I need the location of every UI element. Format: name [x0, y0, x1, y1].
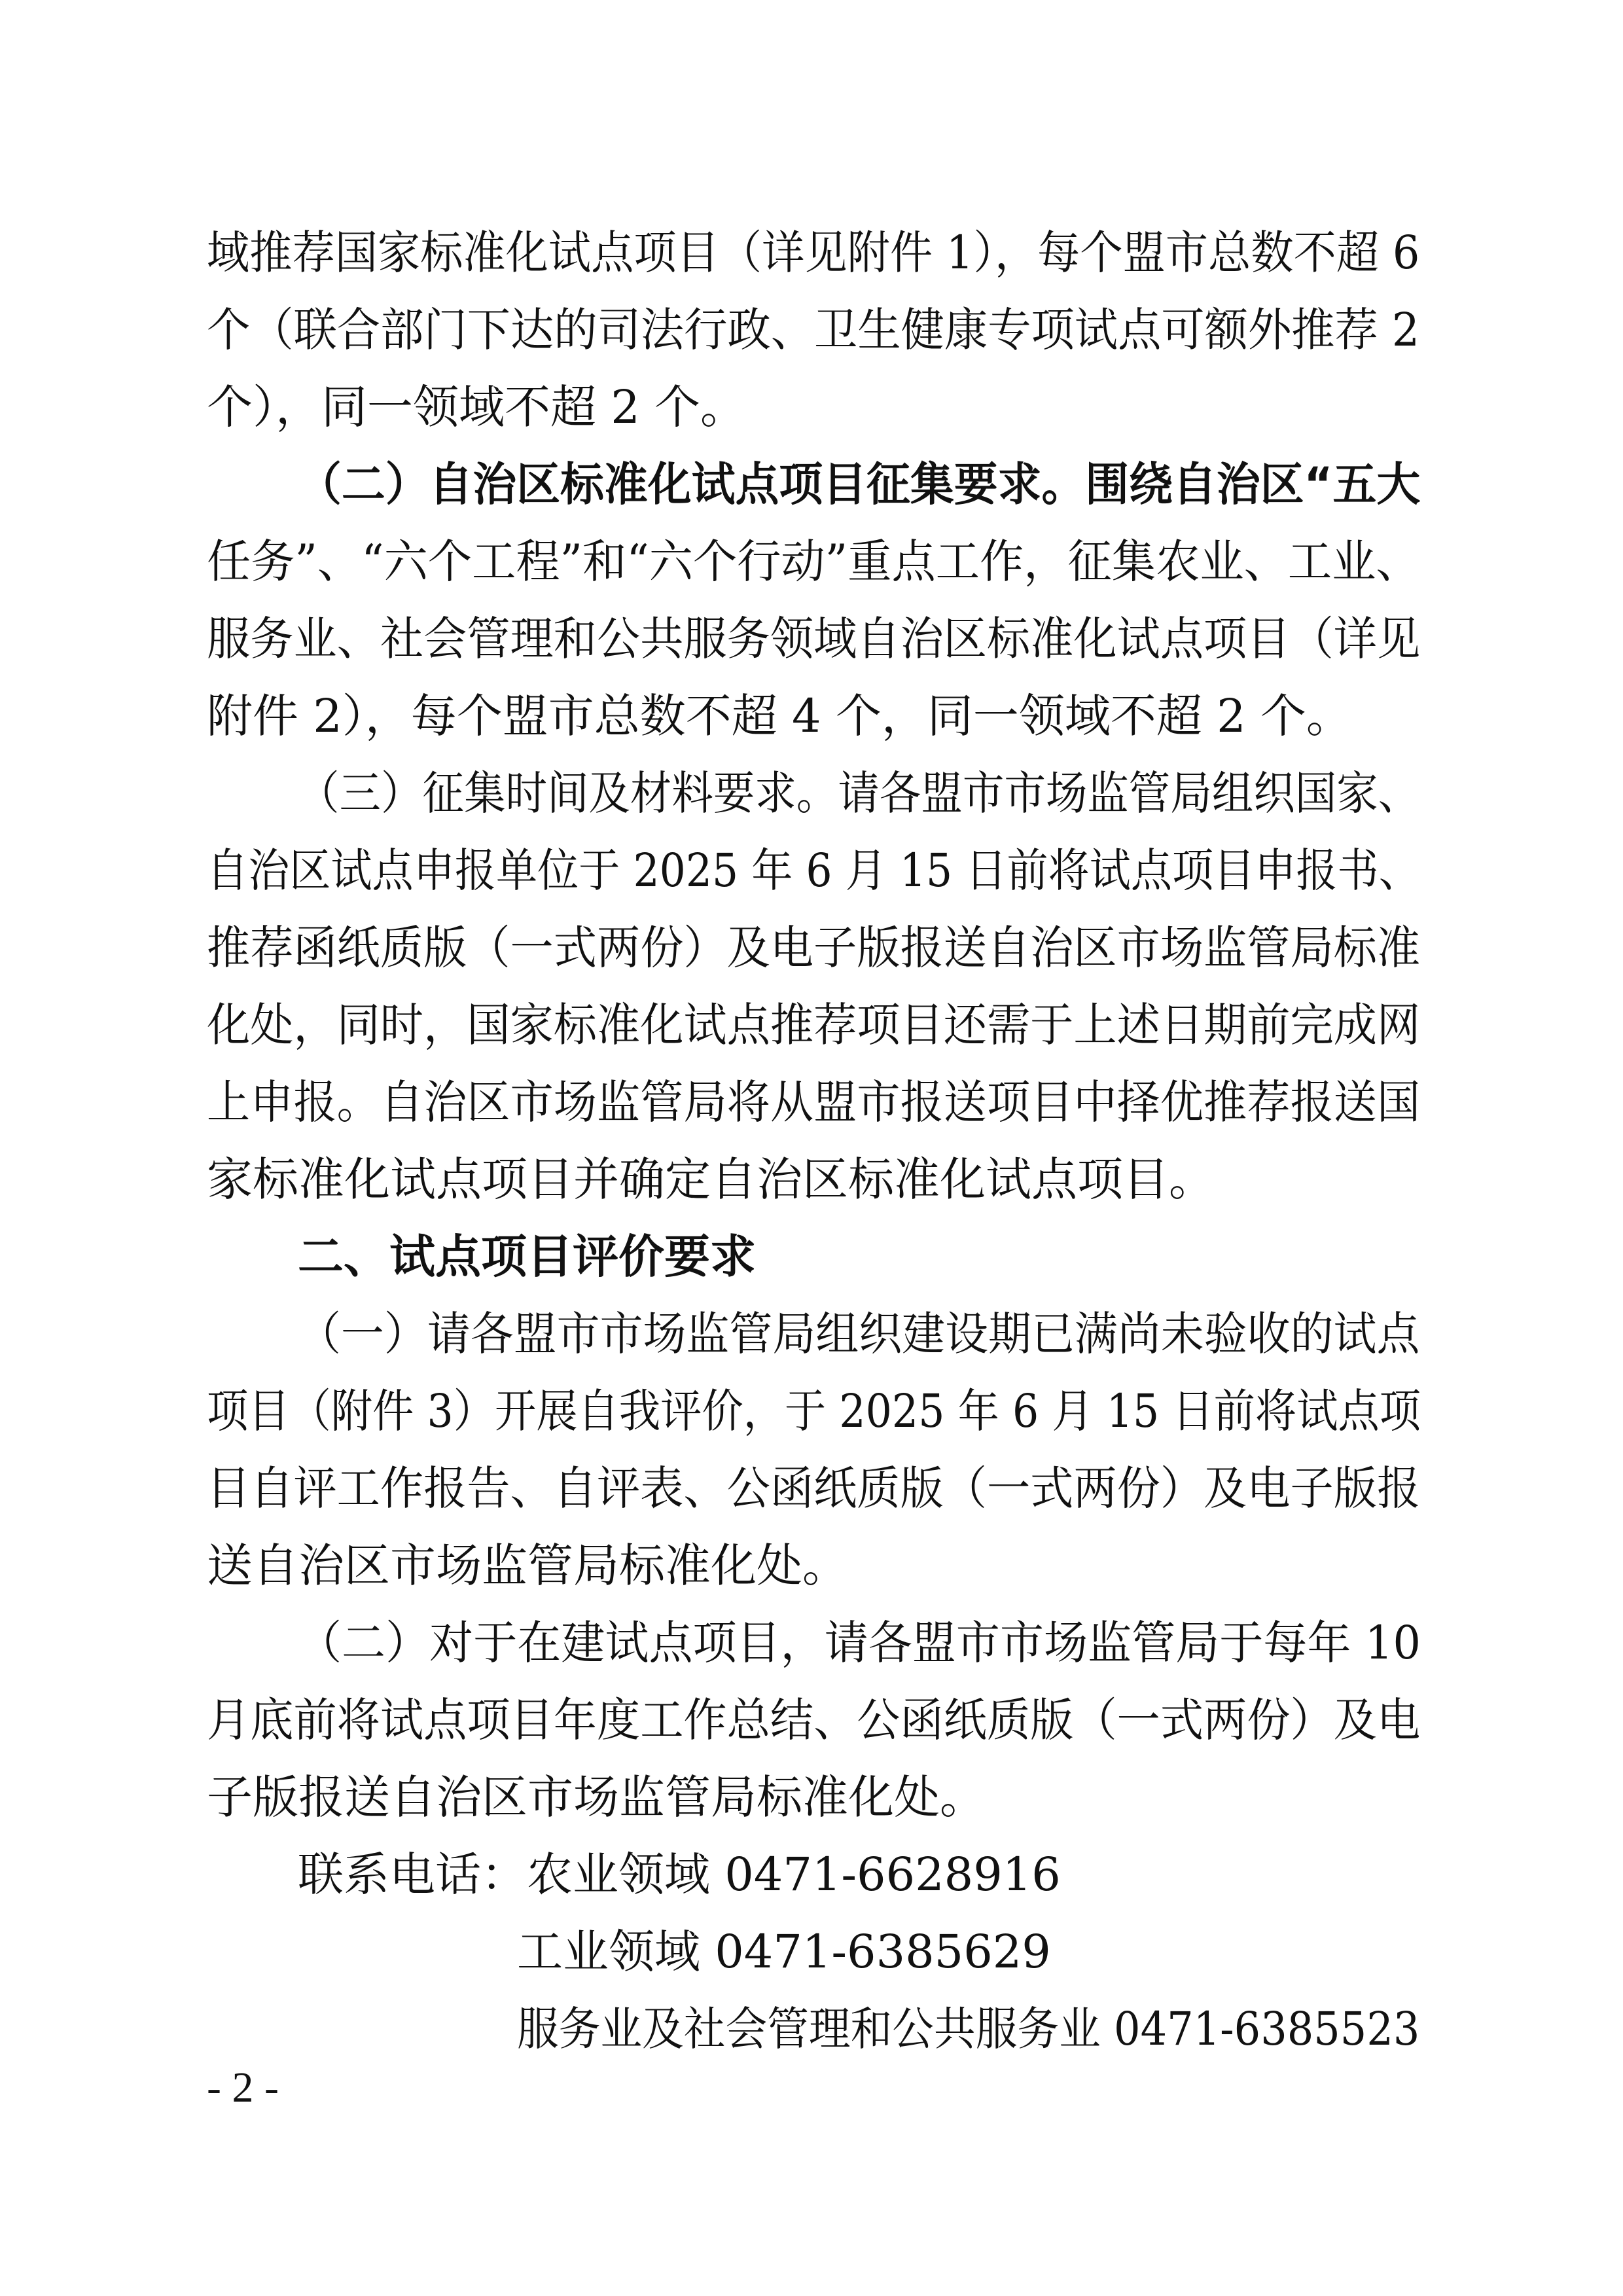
body-line-7: 附件 2），每个盟市总数不超 4 个，同一领域不超 2 个。 — [207, 689, 1352, 743]
body-line-18: 送自治区市场监管局标准化处。 — [207, 1539, 848, 1592]
page-number: - 2 - — [207, 2064, 279, 2111]
contact-line-industry: 工业领域 0471-6385629 — [517, 1925, 1051, 1979]
body-line-6: 服务业、社会管理和公共服务领域自治区标准化试点项目（详见 — [207, 612, 1421, 666]
contact-line-agriculture: 联系电话：农业领域 0471-6628916 — [298, 1848, 1061, 1901]
body-line-8: （三）征集时间及材料要求。请各盟市市场监管局组织国家、 — [298, 766, 1420, 820]
body-line-10: 推荐函纸质版（一式两份）及电子版报送自治区市场监管局标准 — [207, 921, 1421, 975]
body-line-12: 上申报。自治区市场监管局将从盟市报送项目中择优推荐报送国 — [207, 1075, 1421, 1129]
body-line-1: 域推荐国家标准化试点项目（详见附件 1），每个盟市总数不超 6 — [207, 226, 1420, 279]
body-line-13: 家标准化试点项目并确定自治区标准化试点项目。 — [207, 1153, 1215, 1206]
body-line-16: 项目（附件 3）开展自我评价，于 2025 年 6 月 15 日前将试点项 — [207, 1384, 1421, 1438]
body-line-5: 任务”、“六个工程”和“六个行动”重点工作，征集农业、工业、 — [207, 535, 1420, 588]
body-line-19: （二）对于在建试点项目，请各盟市市场监管局于每年 10 — [298, 1616, 1421, 1670]
body-line-9: 自治区试点申报单位于 2025 年 6 月 15 日前将试点项目申报书、 — [207, 844, 1420, 897]
body-line-17: 目自评工作报告、自评表、公函纸质版（一式两份）及电子版报 — [207, 1462, 1421, 1515]
body-line-20: 月底前将试点项目年度工作总结、公函纸质版（一式两份）及电 — [207, 1693, 1421, 1747]
body-line-2: 个（联合部门下达的司法行政、卫生健康专项试点可额外推荐 2 — [207, 303, 1420, 357]
body-line-21: 子版报送自治区市场监管局标准化处。 — [207, 1770, 986, 1824]
body-line-15: （一）请各盟市市场监管局组织建设期已满尚未验收的试点 — [298, 1307, 1420, 1361]
body-line-3: 个），同一领域不超 2 个。 — [207, 380, 747, 434]
contact-line-services: 服务业及社会管理和公共服务业 0471-6385523 — [517, 2002, 1420, 2056]
section-heading-evaluation: 二、试点项目评价要求 — [298, 1230, 756, 1283]
body-line-11: 化处，同时，国家标准化试点推荐项目还需于上述日期前完成网 — [207, 998, 1421, 1052]
section-heading-2: （二）自治区标准化试点项目征集要求。围绕自治区“五大 — [298, 457, 1421, 511]
